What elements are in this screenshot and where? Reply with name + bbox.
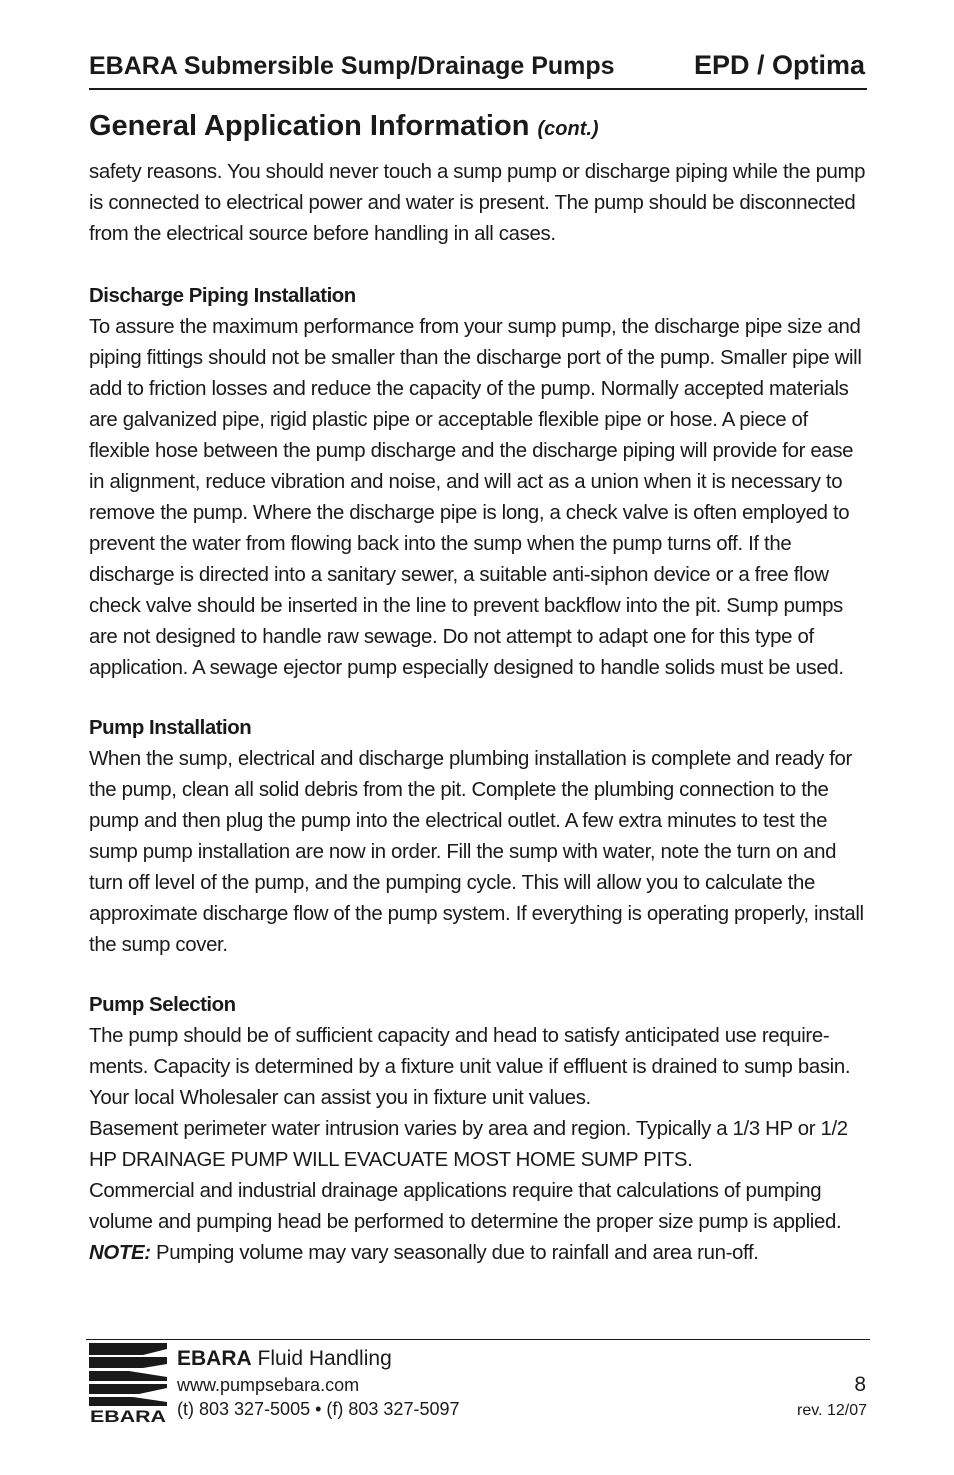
pump-installation-section xyxy=(89,713,867,961)
pump-selection-paragraph-3: Commercial and industrial drainage applications require that calculations of pumping volume and pumping head be performed to determine the proper size pump is applied. xyxy=(89,1180,842,1233)
logo-wordmark: EBARA xyxy=(90,1407,166,1423)
header-product: EPD / Optima xyxy=(693,50,865,80)
note-text: Pumping volume may vary seasonally due to rainfall and area run-off. xyxy=(150,1242,759,1264)
section-title-cont: (cont.) xyxy=(537,118,599,140)
pump-selection-paragraph-1: The pump should be of sufficient capacity and head to satisfy anticipated use require-ments. Capacity is determined by a fixture unit value if effluent is drained to sump basin. Your local Wholesaler can assist you in fixture unit values. xyxy=(89,1025,851,1109)
pump-installation-paragraph: When the sump, electrical and discharge plumbing installation is complete and ready for the pump, clean all solid debris from the pit. Complete the plumbing connection to the pump and then plug the pump into the electrical outlet. A few extra minutes to test the sump pump installation are now in order. Fill the sump with water, note the turn on and turn off level of the pump, and the pumping cycle. This will allow you to calculate the approximate discharge flow of the pump system. If everything is operating properly, install the sump cover. xyxy=(89,748,864,956)
section-title-main: General Application Information xyxy=(89,110,530,142)
discharge-piping-paragraph: To assure the maximum performance from your sump pump, the discharge pipe size and piping fittings should not be smaller than the discharge port of the pump. Smaller pipe will add to friction losses and reduce the capacity of the pump. Normally accepted materials are galvanized pipe, rigid plastic pipe or acceptable flexible pipe or hose. A piece of flexible hose between the pump discharge and the discharge piping will provide for ease in alignment, reduce vibration and noise, and will act as a union when it is necessary to remove the pump. Where the discharge pipe is long, a check valve is often employed to prevent the water from flowing back into the sump when the pump turns off. If the discharge is directed into a sanitary sewer, a suitable anti-siphon device or a free flow check valve should be inserted in the line to prevent backflow into the pit. Sump pumps are not designed to handle raw sewage. Do not attempt to adapt one for this type of application. A sewage ejector pump especially designed to handle solids must be used. xyxy=(89,316,862,679)
section-title xyxy=(89,110,599,143)
page-number: 8 xyxy=(854,1373,866,1396)
footer-brand xyxy=(177,1347,392,1371)
intro-paragraph: safety reasons. You should never touch a sump pump or discharge piping while the pump is connected to electrical power and water is present. The pump should be disconnected from the electrical source before handling in all cases. xyxy=(89,161,866,245)
pump-installation-heading: Pump Installation xyxy=(89,717,252,739)
discharge-piping-section xyxy=(89,281,867,684)
ebara-logo-icon xyxy=(89,1343,167,1423)
footer-divider xyxy=(86,1339,870,1340)
revision-label: rev. 12/07 xyxy=(797,1402,867,1419)
note-label: NOTE: xyxy=(89,1242,151,1264)
footer-website-link[interactable]: www.pumpsebara.com xyxy=(177,1375,360,1395)
discharge-piping-heading: Discharge Piping Installation xyxy=(89,285,356,307)
pump-selection-paragraph-2: Basement perimeter water intrusion varies by area and region. Typically a 1/3 HP or 1/2 HP DRAINAGE PUMP WILL EVACUATE MOST HOME SUMP PITS. xyxy=(89,1118,848,1171)
intro-block xyxy=(89,157,867,250)
pump-selection-heading: Pump Selection xyxy=(89,994,236,1016)
footer-brand-rest: Fluid Handling xyxy=(251,1347,392,1370)
footer-brand-bold: EBARA xyxy=(177,1347,252,1370)
pump-selection-note xyxy=(89,1238,867,1269)
header-title: EBARA Submersible Sump/Drainage Pumps xyxy=(89,52,615,80)
pump-selection-section xyxy=(89,990,867,1269)
page-header xyxy=(89,50,867,90)
footer-phone: (t) 803 327-5005 • (f) 803 327-5097 xyxy=(177,1399,460,1419)
